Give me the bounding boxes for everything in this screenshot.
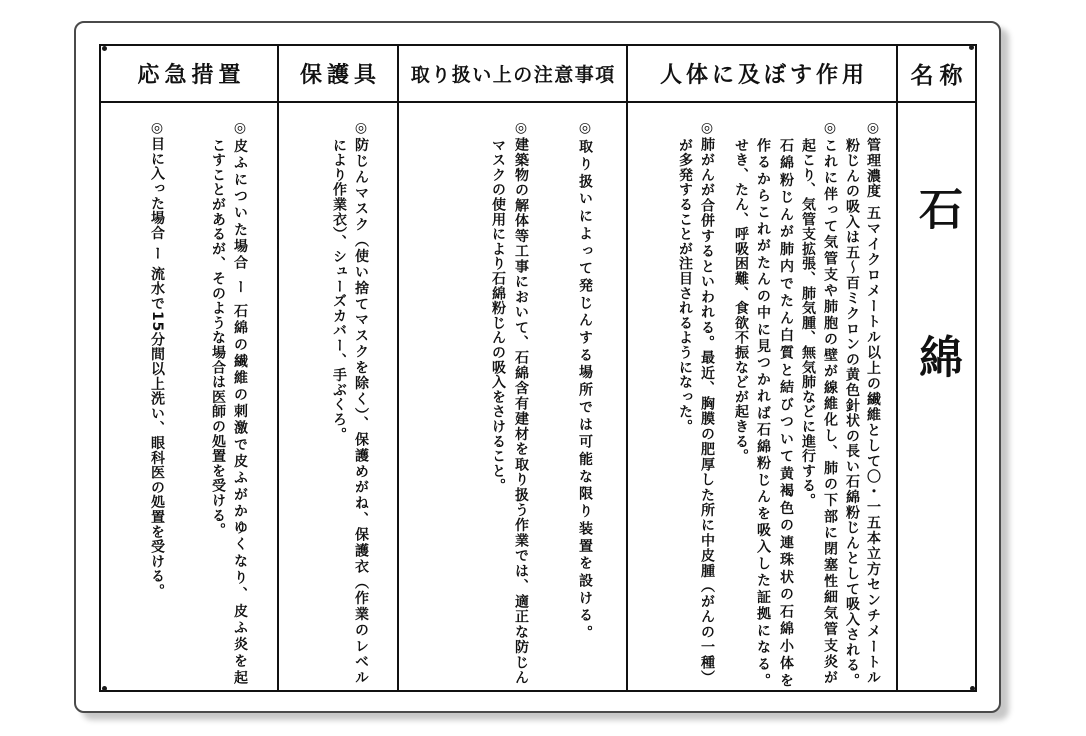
screw-hole-bottom-right <box>970 686 975 691</box>
column-substance-name <box>898 103 975 690</box>
header-substance-name: 名称 <box>898 46 975 103</box>
health-effects-line: が多発することが注目されるようになった。 <box>677 138 693 434</box>
health-effects-line: 作るからこれがたんの中に見つかれば石綿粉じんを吸入した証拠になる。 <box>755 138 771 688</box>
column-handling-precautions <box>399 103 628 690</box>
hazard-info-table <box>99 44 977 692</box>
header-handling-precautions: 取り扱い上の注意事項 <box>399 46 628 103</box>
health-effects-line: ◎肺がんが合併するといわれる。最近、胸膜の肥厚した所に中皮腫（がんの一種） <box>699 120 715 685</box>
health-effects-line: ◎管理濃度 五マイクロメートル以上の繊維として〇・一五本立方センチメートル <box>865 120 881 685</box>
column-first-aid <box>101 103 279 690</box>
health-effects-line: 起こり、気管支拡張、肺気腫、無気肺などに進行する。 <box>800 138 816 508</box>
header-first-aid: 応急措置 <box>101 46 279 103</box>
handling-line: ◎取り扱いによって発じんする場所では可能な限り装置を設ける。 <box>577 120 593 640</box>
health-effects-line: ◎これに伴って気管支や肺胞の壁が線維化し、肺の下部に閉塞性細気管支炎が <box>822 120 838 685</box>
first-aid-line: ◎目に入った場合 ー 流水で15分間以上洗い、眼科医の処置を受ける。 <box>149 120 165 599</box>
screw-hole-top-right <box>969 45 974 50</box>
header-health-effects: 人体に及ぼす作用 <box>628 46 898 103</box>
handling-line: マスクの使用により石綿粉じんの吸入をさけること。 <box>490 138 506 494</box>
health-effects-line: せき、たん、呼吸困難、食欲不振などが起きる。 <box>733 138 749 464</box>
protective-equipment-line: により作業衣）、シューズカバー、手ぶくろ。 <box>331 138 347 442</box>
header-protective-equipment: 保護具 <box>279 46 399 103</box>
column-health-effects <box>628 103 898 690</box>
health-effects-line: 石綿粉じんが肺内でたん白質と結びついて黄褐色の連珠状の石綿小体を <box>778 138 794 688</box>
first-aid-line: こすことがあるが、そのような場合は医師の処置を受ける。 <box>210 138 226 538</box>
handling-line: ◎建築物の解体等工事において、石綿含有建材を取り扱う作業では、適正な防じん <box>513 120 529 685</box>
screw-hole-top-left <box>102 46 107 51</box>
health-effects-line: 粉じんの吸入は五～百ミクロンの黄色針状の長い石綿粉じんとして吸入される。 <box>844 138 860 688</box>
column-protective-equipment <box>279 103 399 690</box>
protective-equipment-line: ◎防じんマスク（使い捨てマスクを除く）、保護めがね、保護衣（作業のレベル <box>353 120 369 685</box>
first-aid-line: ◎皮ふについた場合 ー 石綿の繊維の刺激で皮ふがかゆくなり、皮ふ炎を起 <box>232 120 248 685</box>
substance-name-value: 石綿 <box>911 186 962 482</box>
screw-hole-bottom-left <box>102 686 107 691</box>
